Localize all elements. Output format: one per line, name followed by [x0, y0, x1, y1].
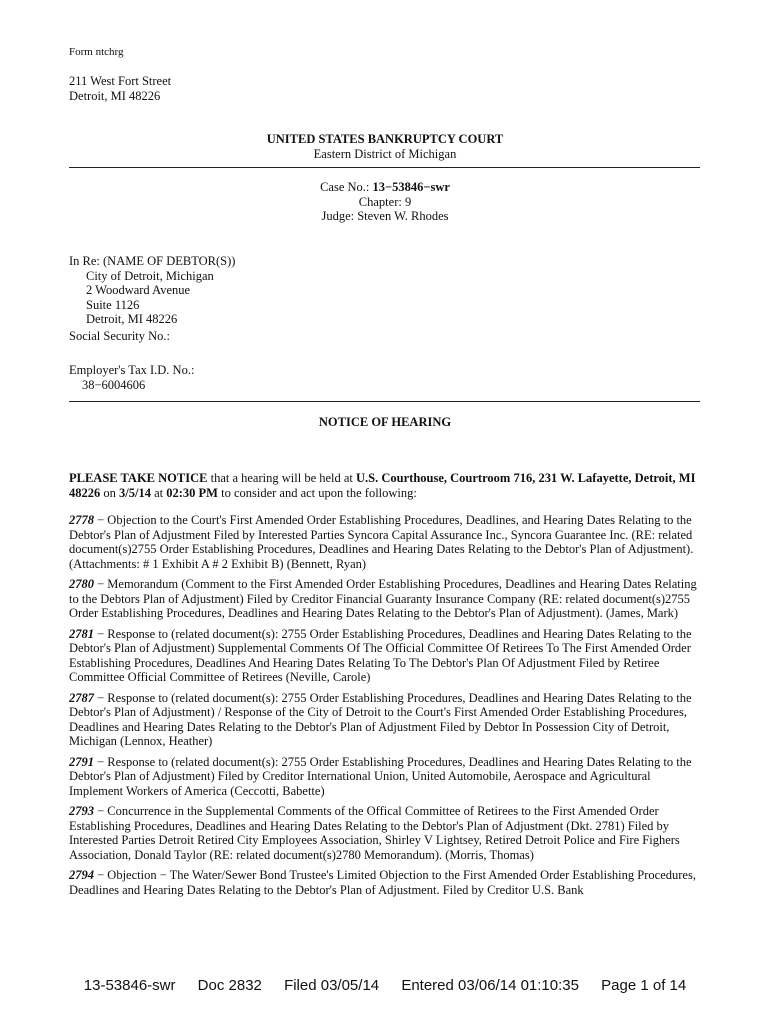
entry-number: 2780	[69, 577, 94, 591]
debtor-line: 2 Woodward Avenue	[86, 283, 191, 297]
tax-id-block	[69, 363, 194, 392]
judge: Judge: Steven W. Rhodes	[321, 209, 449, 223]
intro-text: that a hearing will be held at	[207, 471, 357, 485]
docket-entry	[69, 868, 701, 897]
footer-page: Page 1 of 14	[601, 977, 687, 994]
tax-id-value: 38−6004606	[82, 377, 146, 392]
chapter: Chapter: 9	[358, 194, 412, 209]
entry-number: 2778	[69, 513, 94, 527]
case-info	[0, 180, 770, 224]
docket-entry	[69, 513, 701, 571]
court-name: UNITED STATES BANKRUPTCY COURT	[266, 132, 504, 146]
debtor-block	[69, 254, 235, 327]
address-line: Detroit, MI 48226	[69, 88, 161, 103]
docket-entry	[69, 627, 701, 685]
hearing-time: 02:30 PM	[166, 485, 218, 500]
entry-number: 2794	[69, 868, 94, 882]
notice-title: NOTICE OF HEARING	[318, 415, 452, 429]
entry-number: 2781	[69, 626, 94, 641]
court-header	[0, 132, 770, 161]
entry-text: − Memorandum (Comment to the First Amended Order Establishing Procedures, Deadlines and Hearing Dates Relating to the Debtors Plan of Adjustment) Filed by Creditor Financial Guaranty Insurance Company (RE: related document(s)2755 Order Establishing Procedures, Deadlines and Hearing Dates Relating to the Debtor's Plan of Adjustment). (James, Mark)	[69, 577, 697, 620]
form-label: Form ntchrg	[69, 46, 124, 58]
case-number: 13−53846−swr	[372, 180, 450, 194]
docket-entry	[69, 577, 701, 621]
case-number-line	[0, 180, 770, 195]
intro-text: at	[150, 485, 167, 500]
entry-text: − Objection − The Water/Sewer Bond Trustee's Limited Objection to the First Amended Order Establishing Procedures, Deadlines and Hearing Dates Relating to the Debtor's Plan of Adjustment. Filed by Creditor U.S. Bank	[69, 868, 696, 897]
entry-number: 2791	[69, 754, 94, 769]
footer-case: 13-53846-swr	[83, 977, 176, 994]
docket-entry	[69, 804, 701, 862]
divider	[69, 401, 700, 402]
divider	[69, 167, 700, 168]
docket-entries	[69, 513, 701, 903]
entry-text: − Response to (related document(s): 2755 Order Establishing Procedures, Deadlines and Hearing Dates Relating to the Debtor's Plan of Adjustment) Filed by Creditor International Union, United Automobile, Aerospace and Agricultural Implement Workers of America (Ceccotti, Babette)	[69, 754, 692, 798]
address-line: 211 West Fort Street	[69, 74, 172, 88]
footer-doc: Doc 2832	[197, 977, 262, 994]
debtor-line: Suite 1126	[86, 297, 140, 312]
intro-text: on	[100, 485, 119, 500]
entry-number: 2787	[69, 690, 94, 705]
case-number-label: Case No.:	[320, 180, 373, 194]
debtor-line: City of Detroit, Michigan	[86, 268, 214, 283]
page-footer	[0, 977, 770, 994]
entry-text: − Response to (related document(s): 2755 Order Establishing Procedures, Deadlines and Hearing Dates Relating to the Debtor's Plan of Adjustment) / Response of the City of Detroit to the Court's First Amended Order Establishing Procedures, Deadlines and Hearing Dates Relating to the Debtor's Plan of Adjustment Filed by Debtor In Possession City of Detroit, Michigan (Lennox, Heather)	[69, 690, 692, 748]
notice-intro	[69, 471, 701, 500]
debtor-heading: In Re: (NAME OF DEBTOR(S))	[69, 254, 236, 268]
entry-text: − Objection to the Court's First Amended Order Establishing Procedures, Deadlines, and Hearing Dates Relating to the Debtor's Plan of Adjustment Filed by Interested Parties Syncora Capital Assurance Inc., Syncora Guarantee Inc. (RE: related document(s)2755 Order Establishing Procedures, Deadlines and Hearing Dates Relating to the Debtor's Plan of Adjustment). (Attachments: # 1 Exhibit A # 2 Exhibit B) (Bennett, Ryan)	[69, 513, 694, 571]
court-address	[69, 74, 171, 103]
docket-entry	[69, 755, 701, 799]
hearing-date: 3/5/14	[119, 485, 151, 500]
entry-number: 2793	[69, 804, 94, 818]
entry-text: − Response to (related document(s): 2755 Order Establishing Procedures, Deadlines and Hearing Dates Relating to the Debtor's Plan of Adjustment) Supplemental Comments Of The Official Committee Of Retirees To The First Amended Order Establishing Procedures, Deadlines And Hearing Dates Relating To The Debtor's Plan Of Adjustment Filed by Retiree Committee Official Committee of Retirees (Neville, Carole)	[69, 626, 692, 684]
debtor-line: Detroit, MI 48226	[86, 312, 178, 326]
ssn-label: Social Security No.:	[69, 329, 171, 343]
intro-lead: PLEASE TAKE NOTICE	[69, 471, 208, 485]
tax-id-label: Employer's Tax I.D. No.:	[69, 363, 195, 377]
hearing-location: U.S. Courthouse, Courtroom 716, 231 W. Lafayette, Detroit, MI 48226	[69, 471, 696, 500]
footer-entered: Entered 03/06/14 01:10:35	[401, 977, 579, 994]
docket-entry	[69, 691, 701, 749]
footer-filed: Filed 03/05/14	[284, 977, 380, 994]
entry-text: − Concurrence in the Supplemental Comments of the Offical Committee of Retirees to the First Amended Order Establishing Procedures, Deadlines and Hearing Dates Relating to the Debtor's Plan of Adjustment (Dkt. 2781) Filed by Interested Parties Detroit Retired City Employees Association, Shirley V Lightsey, Retired Detroit Police and Fire Fighers Association, Donald Taylor (RE: related document(s)2780 Memorandum). (Morris, Thomas)	[69, 804, 680, 862]
court-district: Eastern District of Michigan	[313, 146, 457, 161]
intro-text: to consider and act upon the following:	[217, 485, 417, 500]
